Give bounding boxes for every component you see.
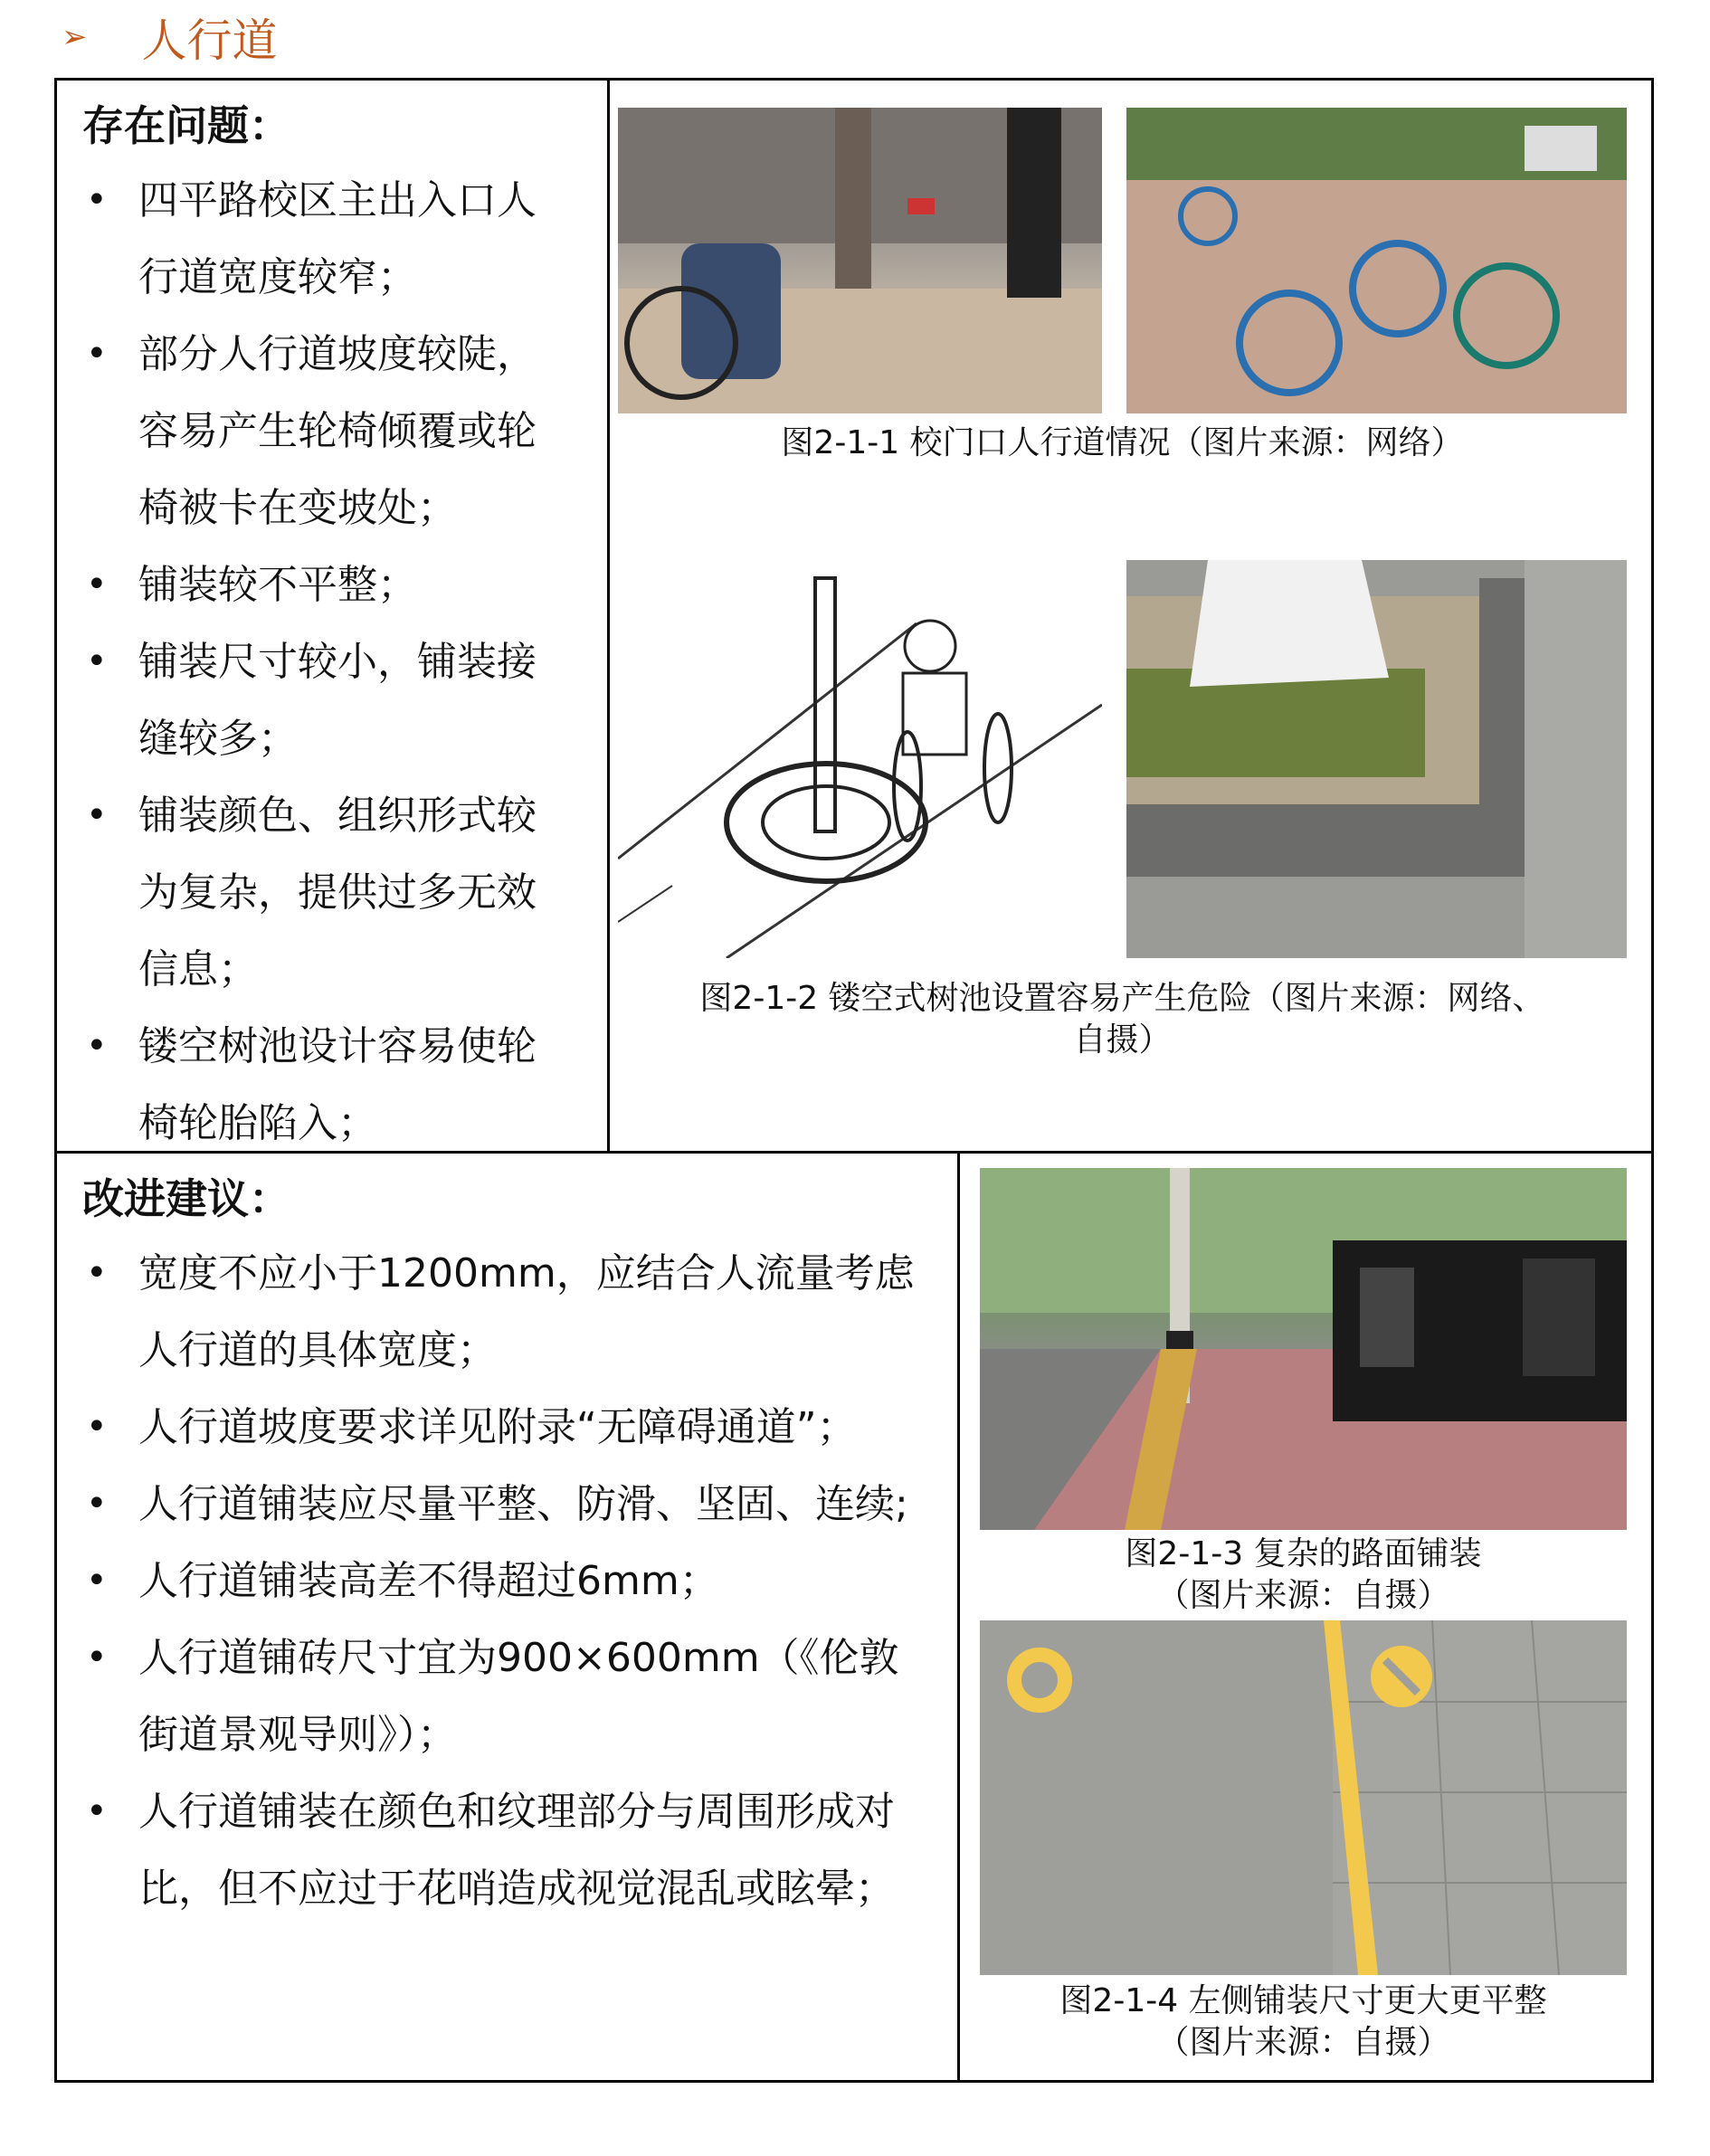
photo-tree-pit-grate [1126, 560, 1627, 958]
photo-campus-gate-wheelchair [618, 108, 1102, 413]
figure-caption-4-line1: 图2-1-4 左侧铺装尺寸更大更平整 [1059, 1982, 1547, 2019]
suggestions-list [66, 1235, 926, 1927]
figure-caption-4-line2: （图片来源：自摄） [1156, 2024, 1450, 2061]
figure-caption-2 [618, 978, 1627, 1061]
list-item: • 铺装颜色、组织形式较为复杂，提供过多无效信息； [66, 777, 555, 1008]
figure-caption-3 [980, 1534, 1627, 1617]
figure-caption-4 [980, 1980, 1627, 2064]
figure-caption-3-line2: （图片来源：自摄） [1156, 1577, 1450, 1614]
photo-shared-bikes-sidewalk [1126, 108, 1627, 413]
problems-list [66, 162, 555, 1162]
photo-paving-comparison [980, 1620, 1627, 1975]
content-table [54, 78, 1654, 2083]
illustration-wheelchair-tree-grate [618, 560, 1102, 958]
list-item: • 人行道铺装在颜色和纹理部分与周围形成对比，但不应过于花哨造成视觉混乱或眩晕； [66, 1773, 926, 1927]
figure-caption-2-line1: 图2-1-2 镂空式树池设置容易产生危险（图片来源：网络、 [699, 980, 1545, 1017]
arrow-marker-icon: ➢ [62, 19, 88, 55]
section-heading [62, 5, 278, 69]
list-item: • 人行道坡度要求详见附录“无障碍通道”； [66, 1389, 926, 1466]
list-item: • 铺装较不平整； [66, 546, 555, 623]
photo-complex-paving [980, 1168, 1627, 1530]
list-item: • 人行道铺装高差不得超过6mm； [66, 1543, 926, 1619]
list-item: • 铺装尺寸较小，铺装接缝较多； [66, 623, 555, 777]
figure-caption-2-line2: 自摄） [1073, 1021, 1172, 1059]
section-title: 人行道 [141, 14, 278, 67]
list-item: • 部分人行道坡度较陡，容易产生轮椅倾覆或轮椅被卡在变坡处； [66, 316, 555, 546]
list-item: • 人行道铺砖尺寸宜为900×600mm（《伦敦街道景观导则》）； [66, 1619, 926, 1773]
list-item: • 人行道铺装应尽量平整、防滑、坚固、连续; [66, 1466, 926, 1543]
list-item: • 四平路校区主出入口人行道宽度较窄； [66, 162, 555, 316]
figure-caption-1: 图2-1-1 校门口人行道情况（图片来源：网络） [781, 424, 1464, 461]
list-item: • 宽度不应小于1200mm，应结合人流量考虑人行道的具体宽度； [66, 1235, 926, 1389]
column-divider-top [607, 81, 610, 1151]
column-divider-bottom [957, 1154, 960, 2080]
list-item: • 镂空树池设计容易使轮椅轮胎陷入； [66, 1008, 555, 1162]
figure-caption-3-line1: 图2-1-3 复杂的路面铺装 [1125, 1535, 1482, 1572]
problems-title: 存在问题： [82, 101, 290, 150]
suggestions-title: 改进建议： [82, 1174, 290, 1223]
